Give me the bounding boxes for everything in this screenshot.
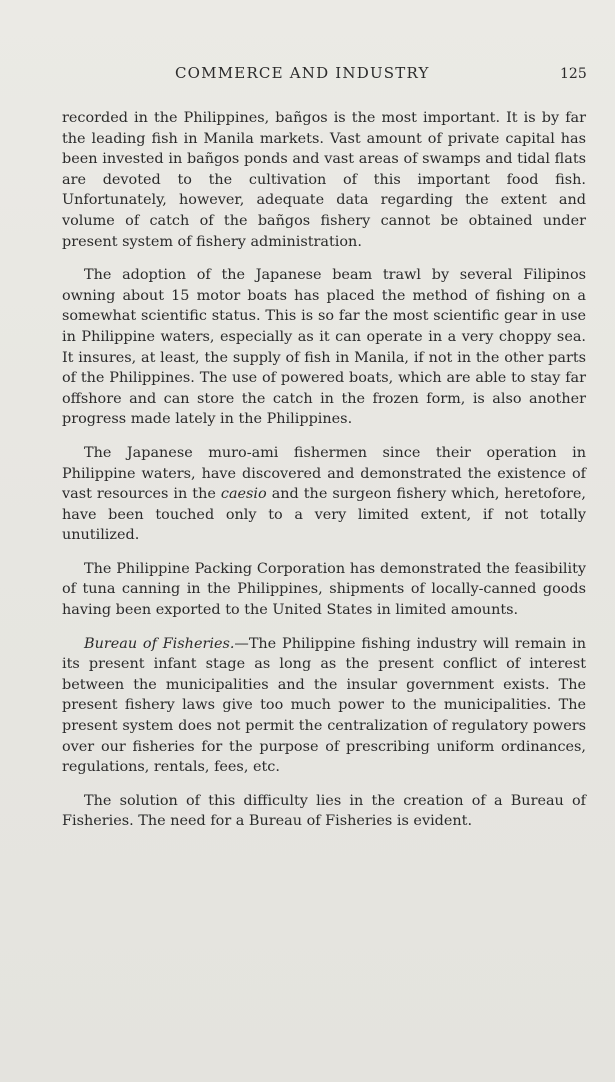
paragraph-bureau-text: —The Philippine fishing industry will remain in its present infant stage as long as the present conflict of interest between the municipalities and the insular government exists. The present fishery laws give too much power to the municipalities. The present system does not permit the centralization of regulatory powers over our fisheries for the purpose of prescribing uniform ordinances, regulations, rentals, fees, etc. [62, 635, 586, 776]
body-text [62, 108, 586, 845]
running-title: COMMERCE AND INDUSTRY [175, 64, 430, 82]
paragraph-muro-ami-text-2: and the surgeon fishery which, heretofore, have been touched only to a very limited extent, if not totally unutilized. [62, 486, 586, 544]
paragraph-beam-trawl: The adoption of the Japanese beam trawl by several Filipinos owning about 15 motor boats has placed the method of fishing on a somewhat scientific status. This is so far the most scientific gear in use in Philippine waters, especially as it can operate in a very choppy sea. It insures, at least, the supply of fish in Manila, if not in the other parts of the Philippines. The use of powered boats, which are able to stay far offshore and can store the catch in the frozen form, is also another progress made lately in the Philippines. [62, 267, 586, 428]
paragraph-muro-ami [62, 443, 586, 546]
section-heading-bureau: Bureau of Fisheries. [84, 635, 235, 652]
paragraph-muro-ami-text-1: The Japanese muro-ami fishermen since their operation in Philippine waters, have discovered and demonstrated the existence of vast resources in the [62, 444, 586, 503]
caesio-term: caesio [220, 486, 267, 503]
page-number: 125 [560, 66, 587, 82]
paragraph-bangos: recorded in the Philippines, bañgos is the most important. It is by far the leading fish in Manila markets. Vast amount of private capital has been invested in bañgos ponds and vast areas of swamps and tidal flats are devoted to the cultivation of this important food fish. Unfortunately, however, adequate data regarding the extent and volume of catch of the bañgos fishery cannot be obtained under present system of fishery administration. [62, 110, 586, 250]
running-head [0, 64, 615, 86]
paragraph-bureau-of-fisheries [62, 634, 586, 778]
paragraph-solution: The solution of this difficulty lies in the creation of a Bureau of Fisheries. The need for a Bureau of Fisheries is evident. [62, 792, 586, 830]
paragraph-tuna-canning: The Philippine Packing Corporation has demonstrated the feasibility of tuna canning in the Philippines, shipments of locally-canned goods having been exported to the United States in limited amounts. [62, 560, 586, 619]
